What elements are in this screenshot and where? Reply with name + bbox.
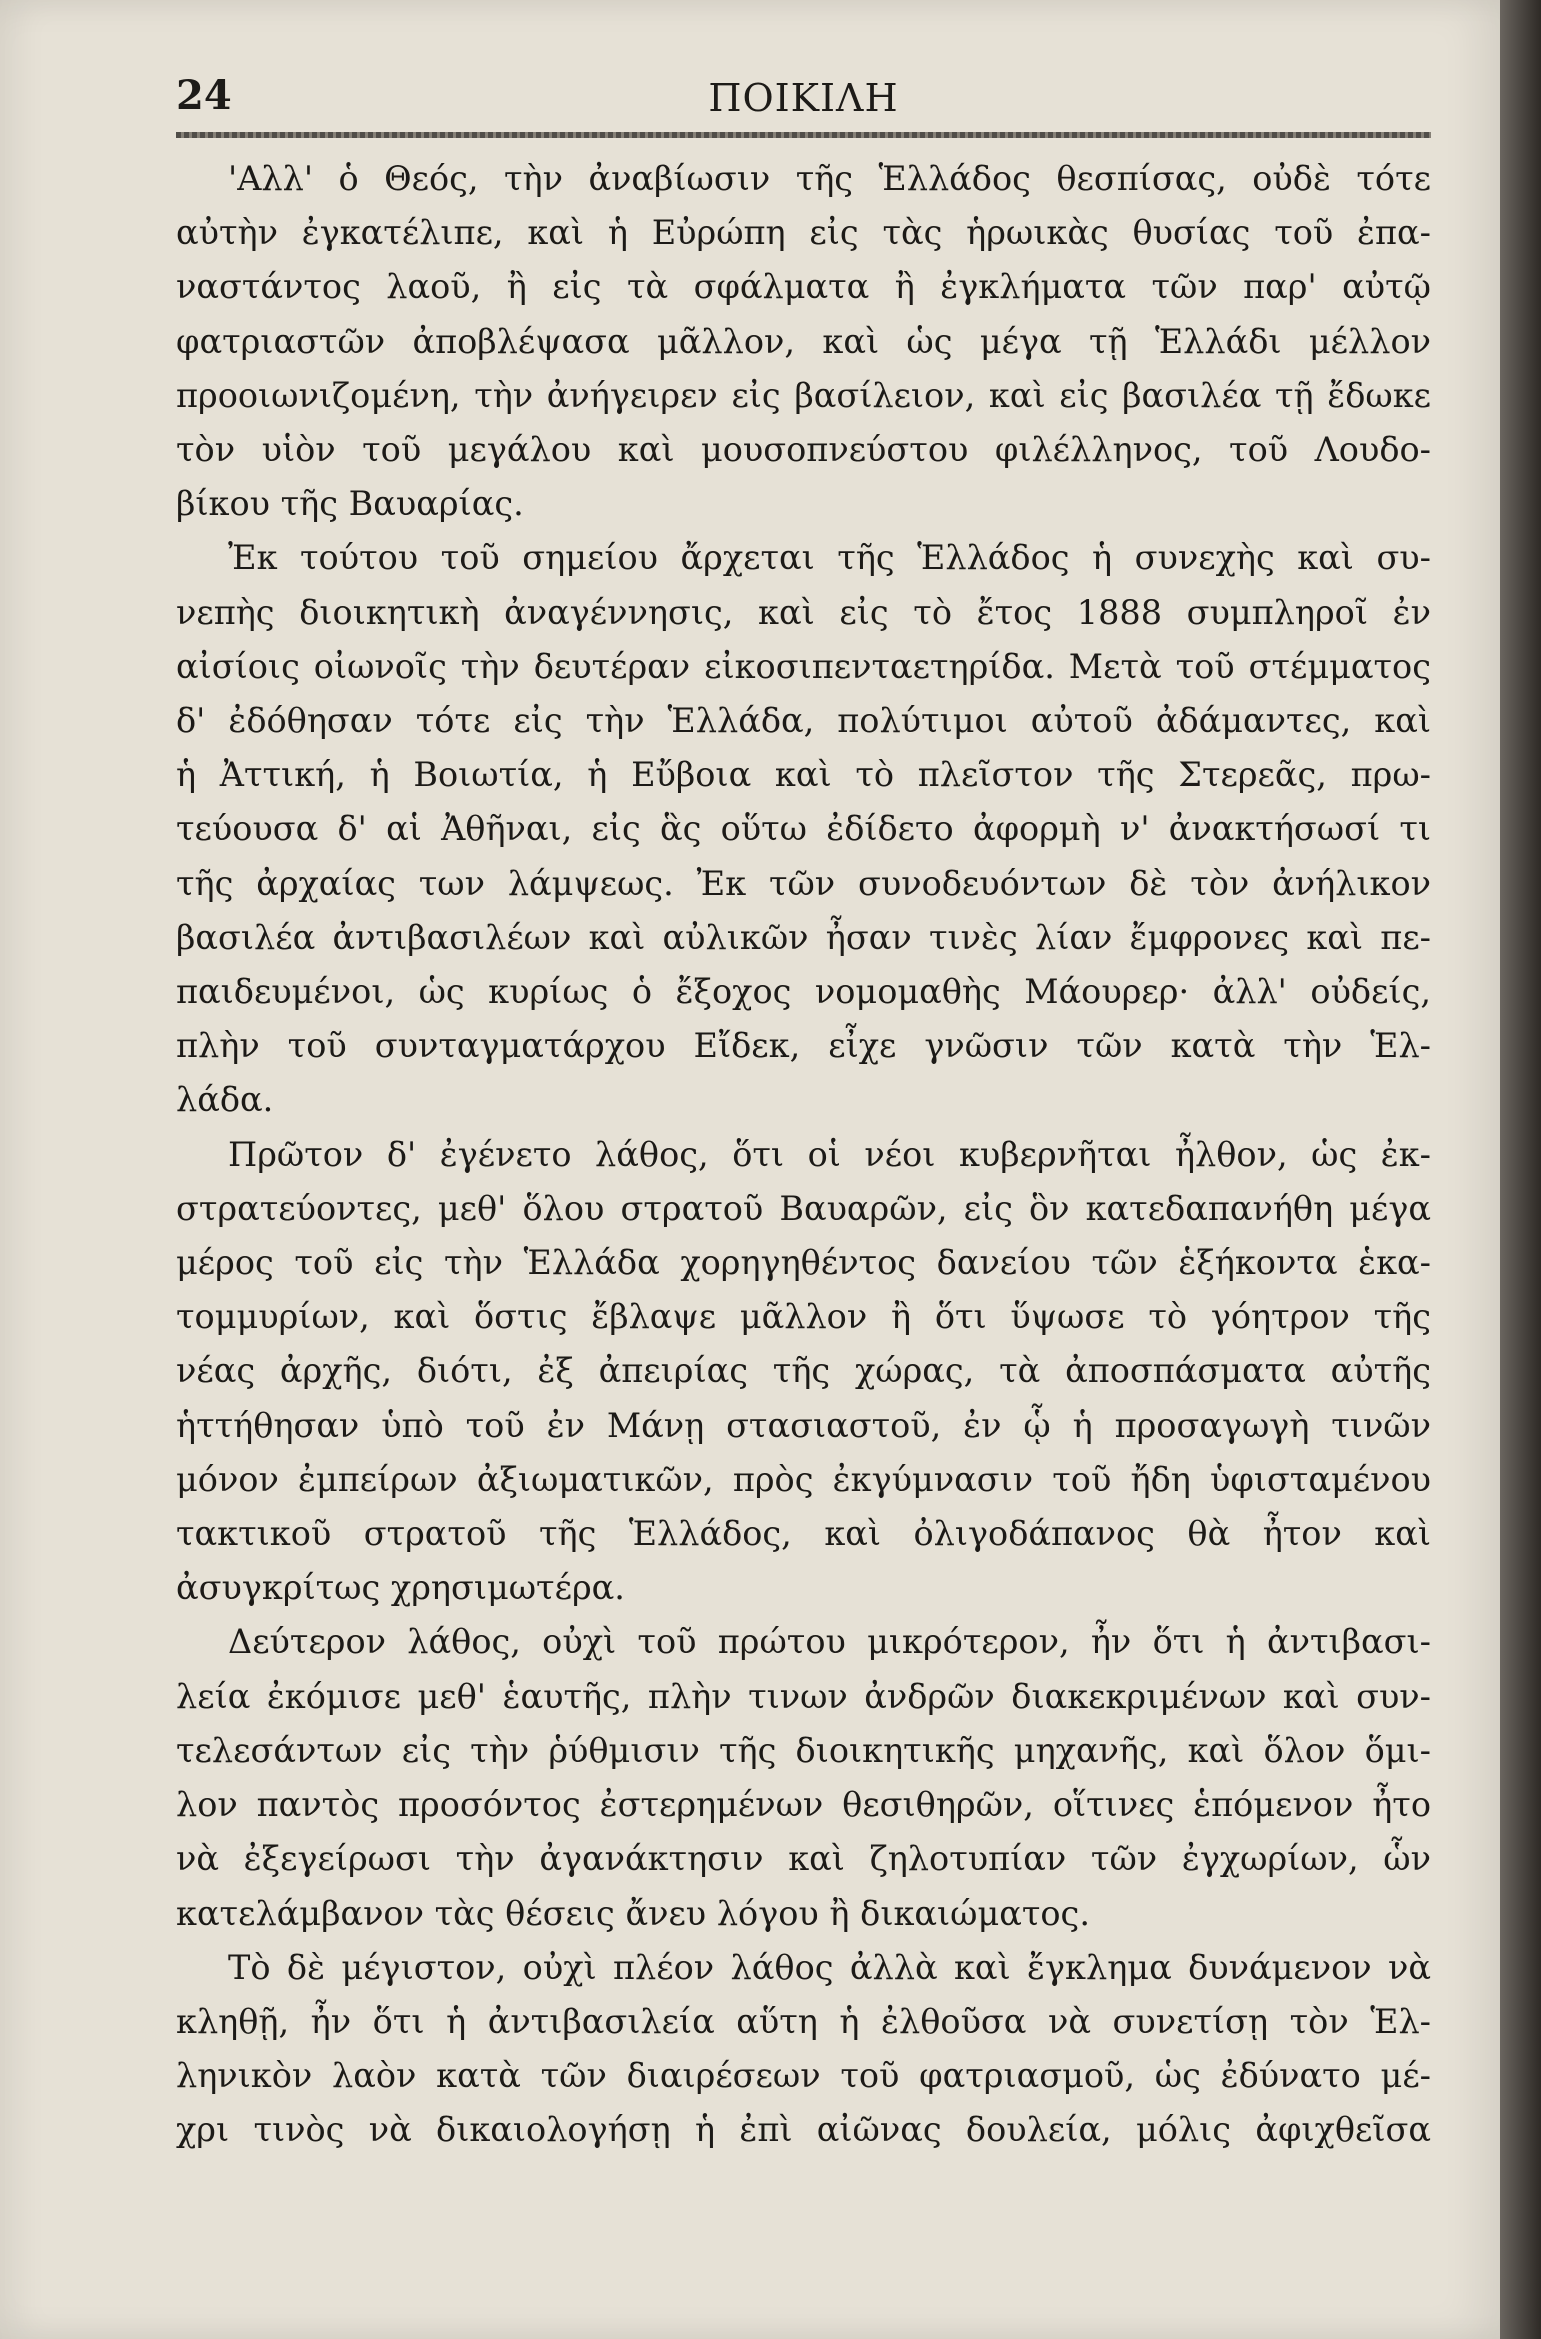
text-line: προοιωνιζομένη, τὴν ἀνήγειρεν εἰς βασίλειον, καὶ εἰς βασιλέα τῇ ἔδωκε <box>176 375 1431 415</box>
text-line: Ἐκ τούτου τοῦ σημείου ἄρχεται τῆς Ἑλλάδος ἡ συνεχὴς καὶ συ- <box>228 538 1431 578</box>
text-line: 'Αλλ' ὁ Θεός, τὴν ἀναβίωσιν τῆς Ἑλλάδος θεσπίσας, οὐδὲ τότε <box>228 159 1431 198</box>
text-line: νὰ ἐξεγείρωσι τὴν ἀγανάκτησιν καὶ ζηλοτυπίαν τῶν ἐγχωρίων, ὧν <box>176 1839 1431 1879</box>
text-line: Δεύτερον λάθος, οὐχὶ τοῦ πρώτου μικρότερον, ἦν ὅτι ἡ ἀντιβασι- <box>228 1622 1431 1662</box>
text-line: φατριαστῶν ἀποβλέψασα μᾶλλον, καὶ ὡς μέγα τῇ Ἑλλάδι μέλλον <box>176 321 1431 361</box>
text-line: Πρῶτον δ' ἐγένετο λάθος, ὅτι οἱ νέοι κυβερνῆται ἦλθον, ὡς ἐκ- <box>228 1134 1431 1174</box>
text-line: ἡττήθησαν ὑπὸ τοῦ ἐν Μάνῃ στασιαστοῦ, ἐν ᾧ ἡ προσαγωγὴ τινῶν <box>176 1405 1431 1445</box>
text-line: κληθῇ, ἦν ὅτι ἡ ἀντιβασιλεία αὕτη ἡ ἐλθοῦσα νὰ συνετίσῃ τὸν Ἑλ- <box>176 2001 1431 2041</box>
text-line: χρι τινὸς νὰ δικαιολογήσῃ ἡ ἐπὶ αἰῶνας δουλεία, μόλις ἀφιχθεῖσα <box>176 2110 1431 2150</box>
text-line: Τὸ δὲ μέγιστον, οὐχὶ πλέον λάθος ἀλλὰ καὶ ἔγκλημα δυνάμενον νὰ <box>228 1947 1431 1987</box>
text-line: τεύουσα δ' αἱ Ἀθῆναι, εἰς ἃς οὕτω ἐδίδετο ἀφορμὴ ν' ἀνακτήσωσί τι <box>176 809 1431 849</box>
text-line: λον παντὸς προσόντος ἐστερημένων θεσιθηρῶν, οἵτινες ἑπόμενον ἦτο <box>176 1785 1431 1825</box>
text-line: λάδα. <box>176 1080 274 1120</box>
text-line: μέρος τοῦ εἰς τὴν Ἑλλάδα χορηγηθέντος δανείου τῶν ἑξήκοντα ἑκα- <box>176 1243 1431 1283</box>
text-line: ληνικὸν λαὸν κατὰ τῶν διαιρέσεων τοῦ φατριασμοῦ, ὡς ἐδύνατο μέ- <box>176 2056 1431 2096</box>
text-line: τακτικοῦ στρατοῦ τῆς Ἑλλάδος, καὶ ὀλιγοδάπανος θὰ ἦτον καὶ <box>176 1514 1431 1554</box>
text-line: μόνον ἐμπείρων ἀξιωματικῶν, πρὸς ἐκγύμνασιν τοῦ ἤδη ὑφισταμένου <box>176 1459 1431 1499</box>
running-title: ΠΟΙΚΙΛΗ <box>708 76 899 120</box>
text-line: στρατεύοντες, μεθ' ὅλου στρατοῦ Βαυαρῶν, εἰς ὃν κατεδαπανήθη μέγα <box>176 1188 1431 1228</box>
text-line: τομμυρίων, καὶ ὅστις ἔβλαψε μᾶλλον ἢ ὅτι ὕψωσε τὸ γόητρον τῆς <box>176 1297 1431 1337</box>
text-line: πλὴν τοῦ συνταγματάρχου Εἴδεκ, εἶχε γνῶσιν τῶν κατὰ τὴν Ἑλ- <box>176 1026 1431 1066</box>
text-line: αὐτὴν ἐγκατέλιπε, καὶ ἡ Εὐρώπη εἰς τὰς ἡρωικὰς θυσίας τοῦ ἐπα- <box>176 213 1431 253</box>
header-rule <box>176 132 1431 138</box>
text-line: νέας ἀρχῆς, διότι, ἐξ ἀπειρίας τῆς χώρας, τὰ ἀποσπάσματα αὐτῆς <box>176 1351 1431 1391</box>
text-line: ναστάντος λαοῦ, ἢ εἰς τὰ σφάλματα ἢ ἐγκλήματα τῶν παρ' αὐτῷ <box>176 267 1431 307</box>
text-line: δ' ἐδόθησαν τότε εἰς τὴν Ἑλλάδα, πολύτιμοι αὐτοῦ ἀδάμαντες, καὶ <box>176 701 1431 741</box>
page-edge-shadow <box>1500 0 1541 2339</box>
text-line: παιδευμένοι, ὡς κυρίως ὁ ἔξοχος νομομαθὴς Μάουρερ· ἀλλ' οὐδείς, <box>176 972 1431 1012</box>
text-line: βασιλέα ἀντιβασιλέων καὶ αὐλικῶν ἦσαν τινὲς λίαν ἔμφρονες καὶ πε- <box>176 917 1431 957</box>
text-line: κατελάμβανον τὰς θέσεις ἄνευ λόγου ἢ δικαιώματος. <box>176 1893 1090 1933</box>
text-line: τὸν υἱὸν τοῦ μεγάλου καὶ μουσοπνεύστου φιλέλληνος, τοῦ Λουδο- <box>176 430 1431 470</box>
text-line: λεία ἐκόμισε μεθ' ἑαυτῆς, πλὴν τινων ἀνδρῶν διακεκριμένων καὶ συν- <box>176 1676 1431 1716</box>
text-line: ἡ Ἀττική, ἡ Βοιωτία, ἡ Εὔβοια καὶ τὸ πλεῖστον τῆς Στερεᾶς, πρω- <box>176 755 1431 795</box>
text-line: βίκου τῆς Βαυαρίας. <box>176 484 524 524</box>
body-text <box>176 152 1431 2158</box>
text-line: νεπὴς διοικητικὴ ἀναγέννησις, καὶ εἰς τὸ ἔτος 1888 συμπληροῖ ἐν <box>176 592 1431 632</box>
text-line: τῆς ἀρχαίας των λάμψεως. Ἐκ τῶν συνοδευόντων δὲ τὸν ἀνήλικον <box>176 863 1431 903</box>
page-header <box>176 62 1431 132</box>
text-line: ἀσυγκρίτως χρησιμωτέρα. <box>176 1568 625 1608</box>
text-line: τελεσάντων εἰς τὴν ῥύθμισιν τῆς διοικητικῆς μηχανῆς, καὶ ὅλον ὅμι- <box>176 1730 1431 1770</box>
page-number: 24 <box>176 72 232 119</box>
text-line: αἰσίοις οἰωνοῖς τὴν δευτέραν εἰκοσιπενταετηρίδα. Μετὰ τοῦ στέμματος <box>176 646 1431 686</box>
